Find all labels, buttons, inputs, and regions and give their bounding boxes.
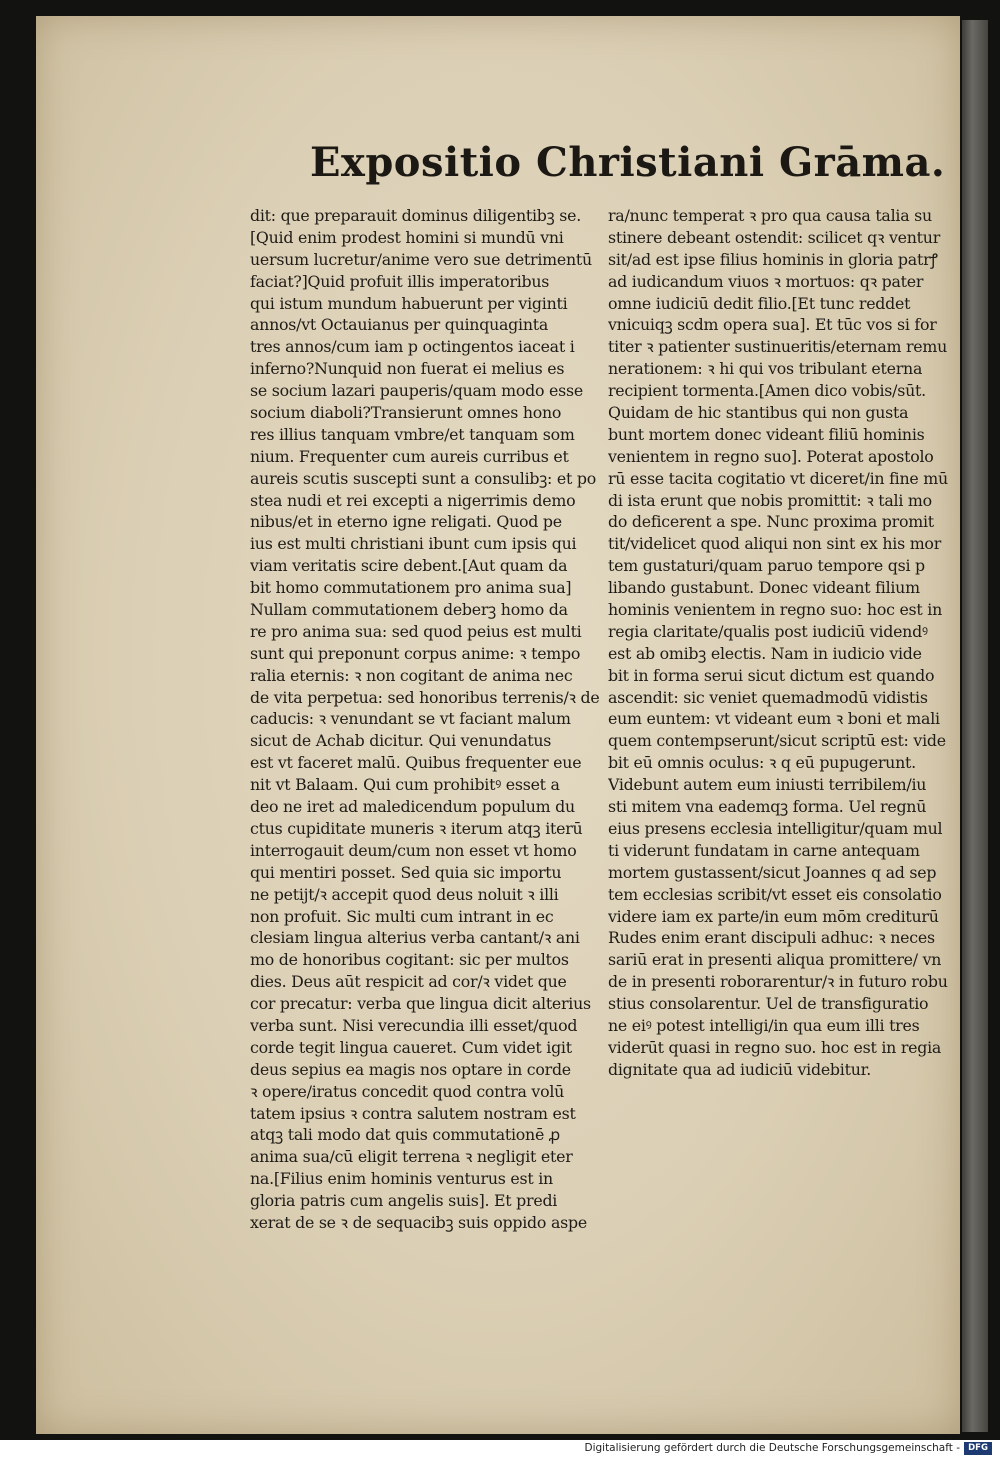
text-line: sicut de Achab dicitur. Qui venundatus <box>250 731 552 751</box>
text-line: videre iam ex parte/in eum mōm crediturū <box>608 906 939 926</box>
text-line: dit: que preparauit dominus diligentibꝫ se. <box>250 206 581 225</box>
text-line: sit/ad est ipse filius hominis in gloria patrꝭ <box>608 249 938 269</box>
text-line: inferno?Nunquid non fuerat ei melius es <box>250 359 565 379</box>
text-line: eum euntem: vt videant eum ꝛ boni et mali <box>608 709 940 729</box>
text-line: annos/vt Octauianus per quinquaginta <box>250 315 549 335</box>
text-line: bunt mortem donec videant filiū hominis <box>608 424 925 444</box>
text-line: na.[Filius enim hominis venturus est in <box>250 1169 553 1189</box>
text-line: ius est multi christiani ibunt cum ipsis qui <box>250 534 577 554</box>
text-line: tem gustaturi/quam paruo tempore qsi p <box>608 556 925 576</box>
text-line: omne iudiciū dedit filio.[Et tunc reddet <box>608 293 911 313</box>
text-line: do deficerent a spe. Nunc proxima promit <box>608 512 934 532</box>
text-line: socium diaboli?Transierunt omnes hono <box>250 403 562 423</box>
text-line: bit homo commutationem pro anima sua] <box>250 578 572 598</box>
left-text-column <box>250 205 600 1234</box>
text-line: sti mitem vna eademqꝫ forma. Uel regnū <box>608 797 927 817</box>
text-line: nerationem: ꝛ hi qui vos tribulant eterna <box>608 359 923 379</box>
text-line: stinere debeant ostendit: scilicet qꝛ ventur <box>608 227 940 247</box>
text-line: vnicuiqꝫ scdm opera sua]. Et tūc vos si for <box>608 315 937 335</box>
text-line: sunt qui preponunt corpus anime: ꝛ tempo <box>250 643 581 663</box>
text-line: tit/videlicet quod aliqui non sint ex his mor <box>608 534 941 554</box>
text-line: nibus/et in eterno igne religati. Quod pe <box>250 512 562 532</box>
text-line: ctus cupiditate muneris ꝛ iterum atqꝫ iterū <box>250 818 583 838</box>
page-heading: Expositio Christiani Grāma. <box>310 139 946 186</box>
text-line: faciat?]Quid profuit illis imperatoribus <box>250 271 550 291</box>
text-line: recipient tormenta.[Amen dico vobis/sūt. <box>608 381 926 401</box>
text-line: eius presens ecclesia intelligitur/quam mul <box>608 818 943 838</box>
text-line: re pro anima sua: sed quod peius est multi <box>250 621 582 641</box>
text-line: Nullam commutationem deberꝫ homo da <box>250 600 568 620</box>
text-line: dignitate qua ad iudiciū videbitur. <box>608 1059 871 1079</box>
text-line: de in presenti roborarentur/ꝛ in futuro robu <box>608 972 948 992</box>
text-line: de vita perpetua: sed honoribus terrenis/ꝛ de <box>250 687 600 707</box>
text-line: stius consolarentur. Uel de transfiguratio <box>608 994 929 1014</box>
text-line: tatem ipsius ꝛ contra salutem nostram est <box>250 1103 576 1123</box>
right-text-column <box>608 205 948 1081</box>
text-line: dies. Deus aūt respicit ad cor/ꝛ videt que <box>250 972 567 992</box>
text-line: ascendit: sic veniet quemadmodū vidistis <box>608 687 928 707</box>
text-line: regia claritate/qualis post iudiciū videndꝰ <box>608 621 928 641</box>
text-line: di ista erunt que nobis promittit: ꝛ tali mo <box>608 490 932 510</box>
text-line: xerat de se ꝛ de sequacibꝫ suis oppido aspe <box>250 1212 587 1232</box>
text-line: clesiam lingua alterius verba cantant/ꝛ ani <box>250 928 580 948</box>
text-line: mortem gustassent/sicut Joannes q ad sep <box>608 862 937 882</box>
text-line: deo ne iret ad maledicendum populum du <box>250 797 575 817</box>
text-line: ꝛ opere/iratus concedit quod contra volū <box>250 1081 565 1101</box>
text-line: stea nudi et rei excepti a nigerrimis demo <box>250 490 576 510</box>
text-line: ne eiꝰ potest intelligi/in qua eum illi tres <box>608 1015 920 1035</box>
text-line: [Quid enim prodest homini si mundū vni <box>250 227 564 247</box>
text-line: quem contempserunt/sicut scriptū est: vide <box>608 731 946 751</box>
digitization-credit: Digitalisierung gefördert durch die Deutsche Forschungsgemeinschaft - <box>584 1442 960 1454</box>
text-line: titer ꝛ patienter sustinueritis/eternam remu <box>608 337 948 357</box>
text-line: uersum lucretur/anime vero sue detrimentū <box>250 249 592 269</box>
text-line: viderūt quasi in regno suo. hoc est in regia <box>608 1037 942 1057</box>
text-line: bit eū omnis oculus: ꝛ q eū pupugerunt. <box>608 753 916 773</box>
text-line: ne petijt/ꝛ accepit quod deus noluit ꝛ illi <box>250 884 559 904</box>
text-line: caducis: ꝛ venundant se vt faciant malum <box>250 709 571 729</box>
text-line: bit in forma serui sicut dictum est quando <box>608 665 935 685</box>
text-line: venientem in regno suo]. Poterat apostolo <box>608 446 934 466</box>
text-line: Quidam de hic stantibus qui non gusta <box>608 403 909 423</box>
text-line: tres annos/cum iam p octingentos iaceat i <box>250 337 575 357</box>
text-line: non profuit. Sic multi cum intrant in ec <box>250 906 554 926</box>
text-line: viam veritatis scire debent.[Aut quam da <box>250 556 568 576</box>
text-line: nium. Frequenter cum aureis curribus et <box>250 446 569 466</box>
text-line: ralia eternis: ꝛ non cogitant de anima nec <box>250 665 573 685</box>
text-line: tem ecclesias scribit/vt esset eis consolatio <box>608 884 942 904</box>
text-line: ti viderunt fundatam in carne antequam <box>608 840 920 860</box>
text-line: rū esse tacita cogitatio vt diceret/in fine mū <box>608 468 948 488</box>
text-line: ad iudicandum viuos ꝛ mortuos: qꝛ pater <box>608 271 924 291</box>
text-line: atqꝫ tali modo dat quis commutationē ꝓ <box>250 1125 560 1145</box>
text-line: corde tegit lingua caueret. Cum videt igit <box>250 1037 572 1057</box>
text-line: nit vt Balaam. Qui cum prohibitꝰ esset a <box>250 775 560 795</box>
text-line: libando gustabunt. Donec videant filium <box>608 578 920 598</box>
text-line: gloria patris cum angelis suis]. Et predi <box>250 1191 558 1211</box>
text-line: aureis scutis suscepti sunt a consulibꝫ: et po <box>250 468 596 488</box>
text-line: anima sua/cū eligit terrena ꝛ negligit eter <box>250 1147 573 1167</box>
dfg-logo: DFG <box>964 1442 992 1455</box>
text-line: sariū erat in presenti aliqua promittere/ vn <box>608 950 942 970</box>
text-line: ra/nunc temperat ꝛ pro qua causa talia su <box>608 206 932 225</box>
text-line: verba sunt. Nisi verecundia illi esset/quod <box>250 1015 578 1035</box>
text-line: mo de honoribus cogitant: sic per multos <box>250 950 569 970</box>
text-line: qui mentiri posset. Sed quia sic importu <box>250 862 562 882</box>
text-line: res illius tanquam vmbre/et tanquam som <box>250 424 575 444</box>
text-line: deus sepius ea magis nos optare in corde <box>250 1059 571 1079</box>
text-line: qui istum mundum habuerunt per viginti <box>250 293 568 313</box>
text-line: Rudes enim erant discipuli adhuc: ꝛ neces <box>608 928 935 948</box>
text-line: cor precatur: verba que lingua dicit alterius <box>250 994 591 1014</box>
text-line: est ab omibꝫ electis. Nam in iudicio vide <box>608 643 922 663</box>
text-line: Videbunt autem eum iniusti terribilem/iu <box>608 775 927 795</box>
text-line: hominis venientem in regno suo: hoc est in <box>608 600 942 620</box>
text-line: est vt faceret malū. Quibus frequenter eue <box>250 753 582 773</box>
book-edge <box>962 20 988 1432</box>
text-line: se socium lazari pauperis/quam modo esse <box>250 381 583 401</box>
text-line: interrogauit deum/cum non esset vt homo <box>250 840 577 860</box>
